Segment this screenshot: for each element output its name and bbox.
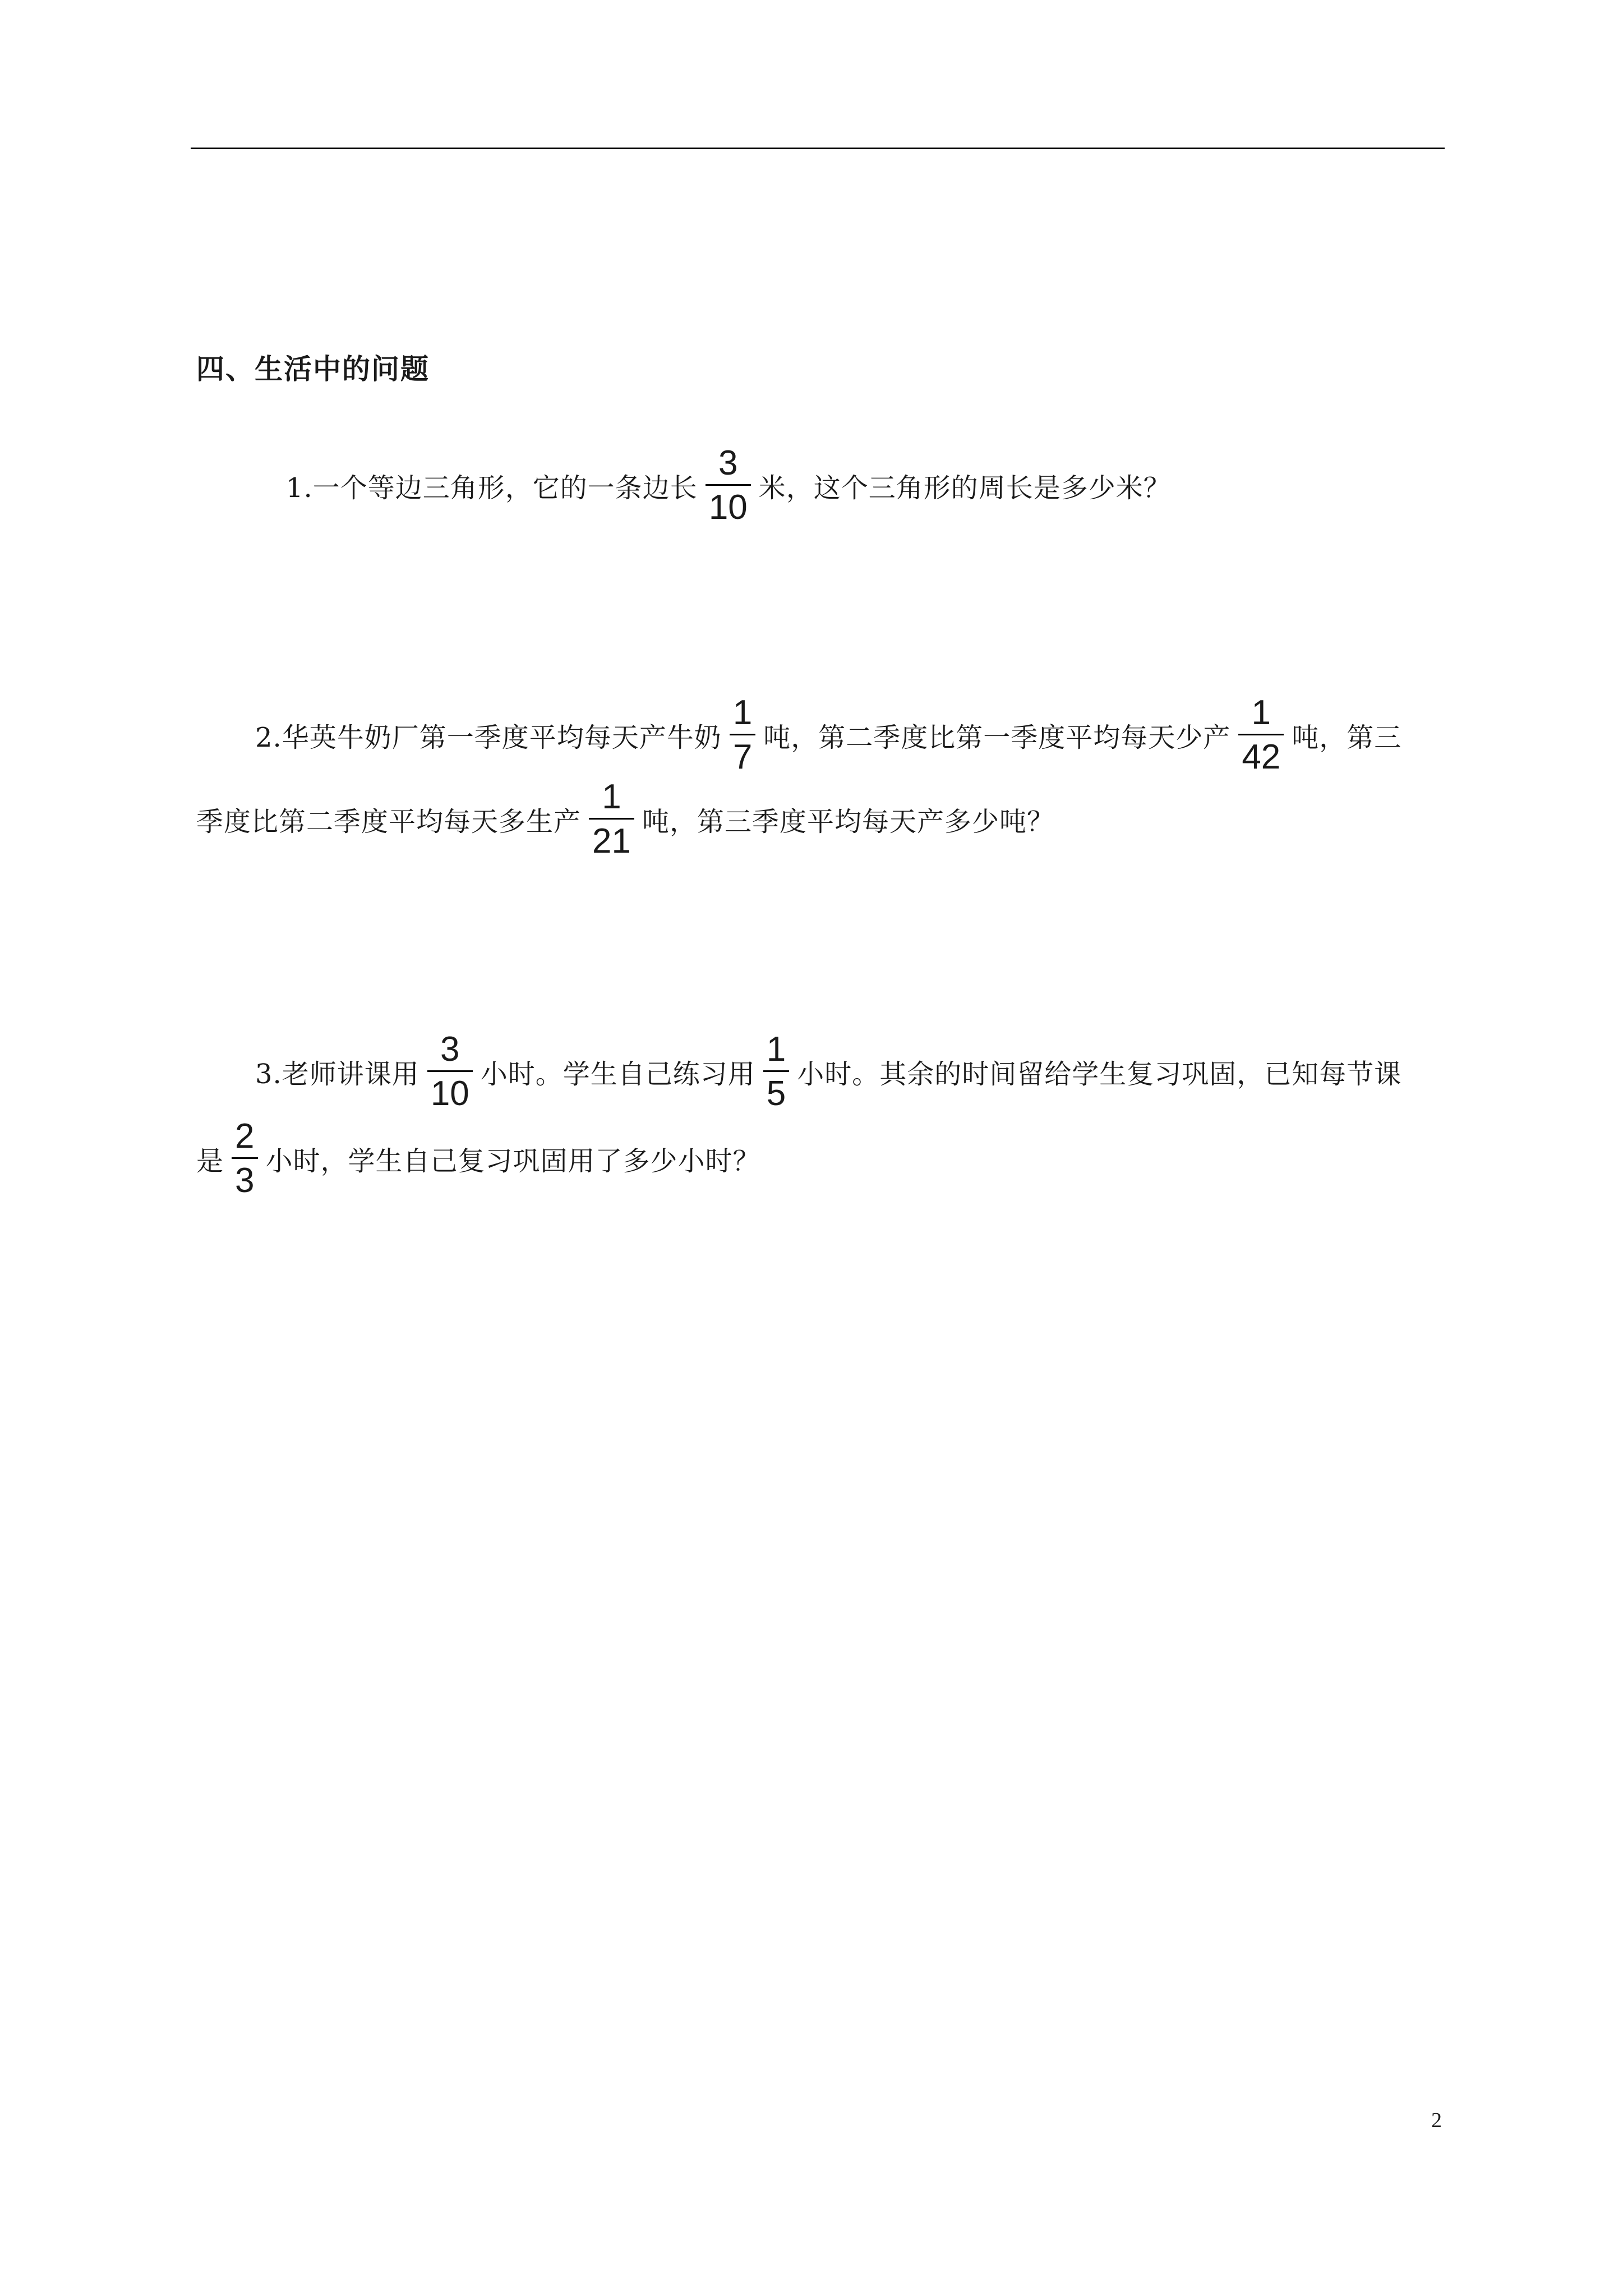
problem-2-text: 吨，第三 [1292,722,1402,753]
fraction [427,1032,473,1111]
fraction [232,1119,257,1198]
problem-3-text: 小时，学生自己复习巩固用了多少小时？ [265,1145,760,1177]
problem-2-text: 吨，第三季度平均每天产多少吨？ [642,806,1054,838]
problem-2-text: 吨，第二季度比第一季度平均每天少产 [763,722,1231,753]
fraction [763,1032,789,1111]
fraction [1238,693,1284,776]
fraction-numerator: 3 [440,1030,460,1069]
fraction-numerator: 3 [718,444,738,482]
fraction-denominator: 21 [592,822,631,861]
fraction-denominator: 10 [430,1074,469,1113]
problem-3-text: 小时。学生自己练习用 [480,1059,755,1090]
fraction-denominator: 7 [732,738,753,776]
fraction-numerator: 1 [732,693,753,732]
problem-3-line-1 [255,1032,1401,1111]
problem-3-line-2 [196,1119,760,1198]
problem-3-text: 3.老师讲课用 [255,1059,419,1090]
problem-1-text: 1.一个等边三角形，它的一条边长 [286,472,698,504]
problem-2-line-1 [255,693,1402,776]
problem-2-line-2 [196,777,1054,861]
fraction [730,693,755,776]
fraction [706,446,751,525]
problem-2-text: 2.华英牛奶厂第一季度平均每天产牛奶 [255,722,722,753]
fraction-numerator: 1 [1251,693,1271,732]
fraction-denominator: 5 [766,1074,786,1113]
fraction-denominator: 42 [1242,738,1281,776]
page-number: 2 [1431,2109,1442,2132]
problem-1-line-1 [286,446,1171,525]
fraction-denominator: 10 [708,488,748,527]
header-rule [191,148,1445,149]
fraction-numerator: 1 [602,777,621,816]
problem-1-text: 米，这个三角形的周长是多少米？ [758,472,1171,504]
problem-3-text: 是 [196,1145,224,1177]
section-title: 四、生活中的问题 [196,353,430,385]
problem-2-text: 季度比第二季度平均每天多生产 [196,806,582,838]
fraction-numerator: 2 [235,1117,255,1156]
problem-3-text: 小时。其余的时间留给学生复习巩固，已知每节课 [797,1059,1402,1090]
fraction-denominator: 3 [235,1161,255,1200]
fraction [589,777,634,861]
fraction-numerator: 1 [766,1030,786,1069]
